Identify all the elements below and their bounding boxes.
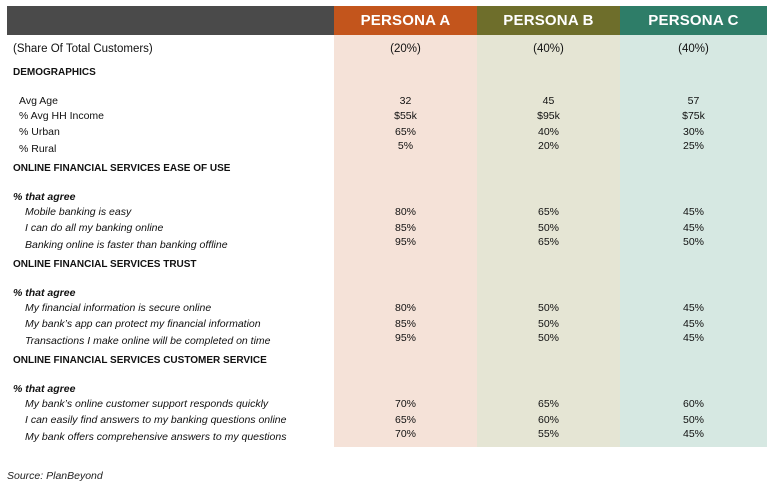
agree-subheader-row xyxy=(7,286,767,301)
table-row xyxy=(7,332,767,351)
cell-persona-a: 80% xyxy=(334,205,477,221)
cell-persona-a: 85% xyxy=(334,316,477,332)
section-header-row xyxy=(7,159,767,179)
cell-persona-c: 45% xyxy=(620,301,767,317)
cell-persona-b: 55% xyxy=(477,428,620,447)
table-row xyxy=(7,301,767,317)
row-label: I can easily find answers to my banking questions online xyxy=(25,413,287,426)
cell-persona-b: 50% xyxy=(477,301,620,317)
cell-persona-c: 45% xyxy=(620,332,767,351)
row-label: My bank’s online customer support responds quickly xyxy=(25,398,269,411)
cell-persona-b: 45 xyxy=(477,93,620,109)
section-header-row xyxy=(7,62,767,82)
cell-persona-a: 65% xyxy=(334,124,477,140)
cell-persona-b: 50% xyxy=(477,332,620,351)
table-row xyxy=(7,93,767,109)
cell-persona-b: 65% xyxy=(477,397,620,413)
table-row xyxy=(7,220,767,236)
table-row xyxy=(7,109,767,125)
cell-persona-a: 95% xyxy=(334,332,477,351)
agree-label: % that agree xyxy=(13,383,76,395)
cell-persona-c: $75k xyxy=(620,109,767,125)
row-label: My financial information is secure online xyxy=(25,302,212,315)
cell-persona-a: 32 xyxy=(334,93,477,109)
section-title-trust: ONLINE FINANCIAL SERVICES TRUST xyxy=(13,259,197,270)
share-row xyxy=(7,35,767,62)
table-row xyxy=(7,412,767,428)
cell-persona-b: 40% xyxy=(477,124,620,140)
cell-persona-b: 65% xyxy=(477,236,620,255)
cell-persona-a: 70% xyxy=(334,428,477,447)
table-row xyxy=(7,316,767,332)
cell-persona-b: 50% xyxy=(477,220,620,236)
cell-persona-a: 80% xyxy=(334,301,477,317)
section-title-customer-service: ONLINE FINANCIAL SERVICES CUSTOMER SERVICE xyxy=(13,355,267,366)
agree-label: % that agree xyxy=(13,191,76,203)
cell-persona-a: 85% xyxy=(334,220,477,236)
section-title-ease-of-use: ONLINE FINANCIAL SERVICES EASE OF USE xyxy=(13,163,231,174)
cell-persona-c: 50% xyxy=(620,412,767,428)
cell-persona-b: $95k xyxy=(477,109,620,125)
cell-persona-a: 5% xyxy=(334,140,477,159)
persona-c-header: PERSONA C xyxy=(620,6,767,35)
table-row xyxy=(7,236,767,255)
table-row xyxy=(7,124,767,140)
source-note: Source: PlanBeyond xyxy=(7,470,103,482)
agree-label: % that agree xyxy=(13,287,76,299)
cell-persona-b: 65% xyxy=(477,205,620,221)
cell-persona-c: 60% xyxy=(620,397,767,413)
persona-b-header: PERSONA B xyxy=(477,6,620,35)
header-corner-cell xyxy=(7,6,334,35)
share-persona-b: (40%) xyxy=(477,35,620,62)
row-label: I can do all my banking online xyxy=(25,221,164,234)
row-label: Mobile banking is easy xyxy=(25,206,132,219)
table-row xyxy=(7,397,767,413)
cell-persona-b: 60% xyxy=(477,412,620,428)
table-row xyxy=(7,428,767,447)
share-label: (Share Of Total Customers) xyxy=(13,42,153,55)
persona-a-header: PERSONA A xyxy=(334,6,477,35)
cell-persona-a: 70% xyxy=(334,397,477,413)
cell-persona-c: 45% xyxy=(620,220,767,236)
cell-persona-a: 95% xyxy=(334,236,477,255)
row-label: Banking online is faster than banking offline xyxy=(25,239,228,251)
cell-persona-a: 65% xyxy=(334,412,477,428)
agree-subheader-row xyxy=(7,190,767,205)
row-label: My bank’s app can protect my financial information xyxy=(25,317,261,330)
cell-persona-b: 50% xyxy=(477,316,620,332)
section-title-demographics: DEMOGRAPHICS xyxy=(13,66,96,78)
row-label: % Avg HH Income xyxy=(19,110,105,123)
row-label: % Urban xyxy=(19,125,60,138)
cell-persona-c: 57 xyxy=(620,93,767,109)
cell-persona-a: $55k xyxy=(334,109,477,125)
agree-subheader-row xyxy=(7,382,767,397)
persona-comparison-table xyxy=(7,6,767,447)
cell-persona-c: 25% xyxy=(620,140,767,159)
cell-persona-b: 20% xyxy=(477,140,620,159)
share-persona-a: (20%) xyxy=(334,35,477,62)
section-header-row xyxy=(7,351,767,371)
section-header-row xyxy=(7,255,767,275)
cell-persona-c: 50% xyxy=(620,236,767,255)
row-label: % Rural xyxy=(19,143,57,155)
header-row xyxy=(7,6,767,35)
cell-persona-c: 45% xyxy=(620,316,767,332)
row-label: My bank offers comprehensive answers to my questions xyxy=(25,431,287,443)
table-row xyxy=(7,140,767,159)
row-label: Avg Age xyxy=(19,94,58,107)
row-label: Transactions I make online will be completed on time xyxy=(25,335,271,347)
cell-persona-c: 45% xyxy=(620,205,767,221)
cell-persona-c: 30% xyxy=(620,124,767,140)
share-persona-c: (40%) xyxy=(620,35,767,62)
cell-persona-c: 45% xyxy=(620,428,767,447)
table-row xyxy=(7,205,767,221)
